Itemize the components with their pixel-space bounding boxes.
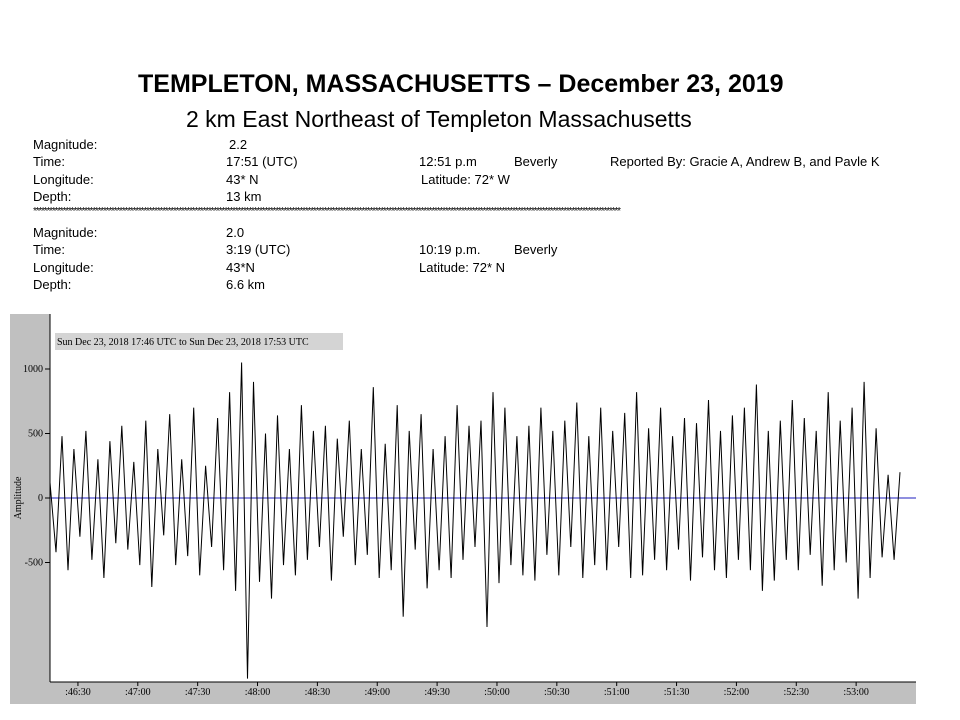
time-utc: 17:51 (UTC) xyxy=(226,154,298,169)
magnitude-value: 2.2 xyxy=(229,137,248,152)
time-local: 10:19 p.m. xyxy=(419,242,481,257)
reported-by: Reported By: Gracie A, Andrew B, and Pavle K xyxy=(610,154,880,169)
longitude-value: 43* N xyxy=(226,172,259,187)
time-label: Time: xyxy=(33,154,66,169)
x-tick-label: :53:00 xyxy=(843,687,869,698)
time-utc: 3:19 (UTC) xyxy=(226,242,291,257)
longitude-label: Longitude: xyxy=(33,172,94,187)
time-label: Time: xyxy=(33,242,66,257)
x-tick-label: :48:30 xyxy=(304,687,331,698)
longitude-value: 43*N xyxy=(226,260,255,275)
magnitude-label: Magnitude: xyxy=(33,137,98,152)
station: Beverly xyxy=(514,242,558,257)
depth-label: Depth: xyxy=(33,189,72,204)
x-tick-label: :52:00 xyxy=(723,687,750,698)
y-axis-label: Amplitude xyxy=(13,476,24,520)
y-tick-label: 1000 xyxy=(23,364,43,375)
latitude-value: Latitude: 72* N xyxy=(419,260,506,275)
page-subtitle: 2 km East Northeast of Templeton Massachusetts xyxy=(186,106,692,132)
depth-value: 6.6 km xyxy=(226,277,266,292)
y-tick-label: -500 xyxy=(24,557,43,569)
chart-title: Sun Dec 23, 2018 17:46 UTC to Sun Dec 23, 2018 17:53 UTC xyxy=(57,337,309,348)
y-tick-label: 0 xyxy=(38,493,43,504)
longitude-label: Longitude: xyxy=(33,260,94,275)
latitude-value: Latitude: 72* W xyxy=(421,172,510,187)
station: Beverly xyxy=(514,154,558,169)
separator-line: ************************************************************************************************************************************************************************************************************************** xyxy=(33,207,620,217)
time-local: 12:51 p.m xyxy=(419,154,477,169)
magnitude-value: 2.0 xyxy=(226,225,245,240)
x-tick-label: :51:00 xyxy=(603,687,630,698)
magnitude-label: Magnitude: xyxy=(33,225,98,240)
x-tick-label: :51:30 xyxy=(663,687,690,698)
depth-label: Depth: xyxy=(33,277,72,292)
x-tick-label: :48:00 xyxy=(244,687,271,698)
x-tick-label: :47:00 xyxy=(125,687,151,698)
x-tick-label: :52:30 xyxy=(783,687,810,698)
x-tick-label: :46:30 xyxy=(65,687,91,698)
x-tick-label: :47:30 xyxy=(184,687,211,698)
x-tick-label: :50:00 xyxy=(484,687,510,698)
depth-value: 13 km xyxy=(226,189,262,204)
x-tick-label: :49:30 xyxy=(424,687,450,698)
seismogram-chart xyxy=(0,300,960,710)
y-tick-label: 500 xyxy=(28,428,43,440)
x-tick-label: :50:30 xyxy=(544,687,570,698)
x-tick-label: :49:00 xyxy=(364,687,391,698)
page-title: TEMPLETON, MASSACHUSETTS – December 23, 2019 xyxy=(138,70,784,98)
